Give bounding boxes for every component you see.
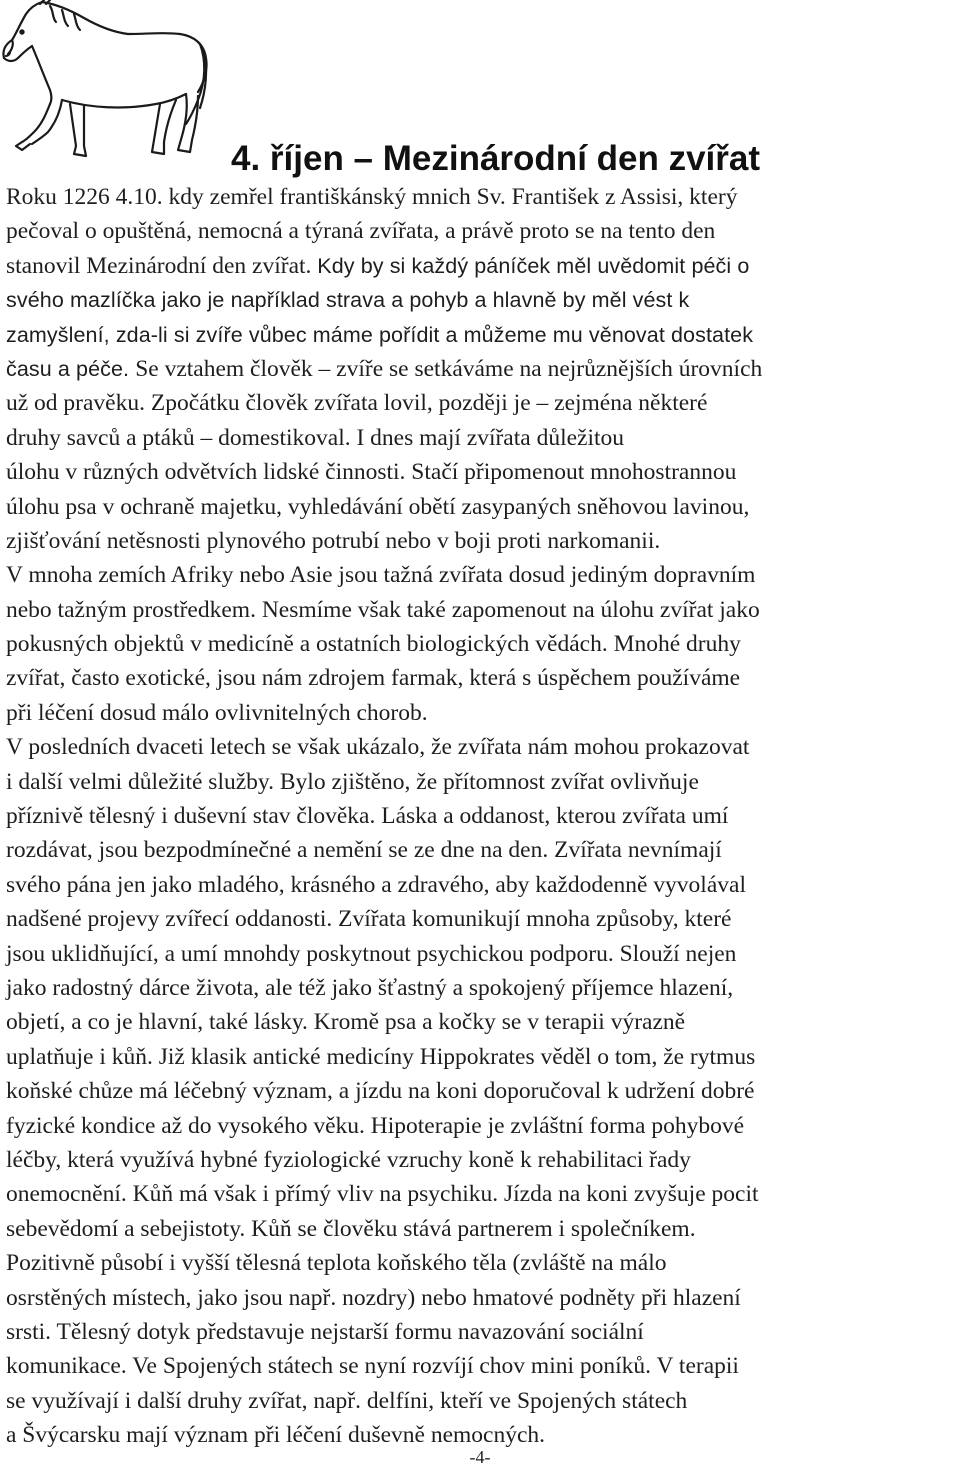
text-run: Se vztahem člověk – zvíře se setkáváme na nejrůznějších úrovních <box>135 355 763 382</box>
text-run: koňské chůze má léčebný význam, a jízdu na koni doporučoval k udržení dobré <box>6 1078 755 1105</box>
text-run: srsti. Tělesný dotyk představuje nejstarší formu navazování sociální <box>6 1318 644 1345</box>
text-run: V mnoha zemích Afriky nebo Asie jsou tažná zvířata dosud jediným dopravním <box>6 562 756 589</box>
text-run: onemocnění. Kůň má však i přímý vliv na psychiku. Jízda na koni zvyšuje pocit <box>6 1181 759 1208</box>
text-line <box>6 661 956 695</box>
text-run: objetí, a co je hlavní, také lásky. Kromě psa a kočky se v terapii výrazně <box>6 1009 686 1036</box>
text-line <box>6 1212 956 1246</box>
page-number: -4- <box>469 1447 491 1467</box>
text-run: Pozitivně působí i vyšší tělesná teplota koňského těla (zvláště na málo <box>6 1250 667 1277</box>
text-line <box>6 1143 956 1177</box>
text-line <box>6 386 956 420</box>
text-run: druhy savců a ptáků – domestikoval. I dnes mají zvířata důležitou <box>6 424 625 451</box>
text-line <box>6 1040 956 1074</box>
text-run: sebevědomí a sebejistoty. Kůň se člověku stává partnerem i společníkem. <box>6 1215 696 1242</box>
horse-icon <box>0 0 210 160</box>
text-line <box>6 730 956 764</box>
text-run: svého mazlíčka jako je například strava a pohyb a hlavně by měl vést k <box>6 288 690 313</box>
text-line <box>6 1281 956 1315</box>
text-line <box>6 902 956 936</box>
text-line <box>6 1349 956 1383</box>
text-line <box>6 1177 956 1211</box>
text-line <box>6 214 956 248</box>
text-run: času a péče. <box>6 356 136 381</box>
text-run: uplatňuje i kůň. Již klasik antické medicíny Hippokrates věděl o tom, že rytmus <box>6 1043 756 1070</box>
text-run: jako radostný dárce života, ale též jako šťastný a spokojený příjemce hlazení, <box>6 974 734 1001</box>
text-line <box>6 1384 956 1418</box>
text-run: nebo tažným prostředkem. Nesmíme však také zapomenout na úlohu zvířat jako <box>6 596 760 623</box>
text-run: a Švýcarsku mají význam při léčení duševně nemocných. <box>6 1422 546 1449</box>
text-line <box>6 1005 956 1039</box>
text-line <box>6 593 956 627</box>
text-run: komunikace. Ve Spojených státech se nyní rozvíjí chov mini poníků. V terapii <box>6 1353 739 1380</box>
text-run: Roku 1226 4.10. kdy zemřel františkánský mnich Sv. František z Assisi, který <box>6 184 738 210</box>
text-line <box>6 1315 956 1349</box>
text-line <box>6 1246 956 1280</box>
article-body <box>6 180 956 1452</box>
text-run: rozdávat, jsou bezpodmínečné a nemění se ze dne na den. Zvířata nevnímají <box>6 837 722 864</box>
text-run: osrstěných místech, jako jsou např. nozdry) nebo hmatové podněty při hlazení <box>6 1284 741 1311</box>
text-line <box>6 1074 956 1108</box>
text-run: fyzické kondice až do vysokého věku. Hipoterapie je zvláštní forma pohybové <box>6 1112 745 1139</box>
text-run: svého pána jen jako mladého, krásného a zdravého, aby každodenně vyvolával <box>6 871 746 898</box>
text-run: zamyšlení, zda-li si zvíře vůbec máme pořídit a můžeme mu věnovat dostatek <box>6 322 754 347</box>
text-line <box>6 524 956 558</box>
text-run: jsou uklidňující, a umí mnohdy poskytnout psychickou podporu. Slouží nejen <box>6 940 737 967</box>
text-line <box>6 455 956 489</box>
text-line <box>6 421 956 455</box>
text-run: pečoval o opuštěná, nemocná a týraná zvířata, a právě proto se na tento den <box>6 218 716 245</box>
text-run: zjišťování netěsnosti plynového potrubí nebo v boji proti narkomanii. <box>6 527 661 554</box>
text-run: už od pravěku. Zpočátku člověk zvířata lovil, později je – zejména některé <box>6 390 708 417</box>
text-run: i další velmi důležité služby. Bylo zjištěno, že přítomnost zvířat ovlivňuje <box>6 768 699 795</box>
text-line <box>6 558 956 592</box>
text-line <box>6 868 956 902</box>
page-title: 4. říjen – Mezinárodní den zvířat <box>231 139 761 178</box>
text-line <box>6 318 956 352</box>
text-run: příznivě tělesný i duševní stav člověka. Láska a oddanost, kterou zvířata umí <box>6 803 729 830</box>
text-run: úlohu psa v ochraně majetku, vyhledávání obětí zasypaných sněhovou lavinou, <box>6 493 750 520</box>
text-run: zvířat, často exotické, jsou nám zdrojem farmak, která s úspěchem používáme <box>6 665 741 692</box>
text-run: stanovil Mezinárodní den zvířat. <box>6 252 318 279</box>
text-run: V posledních dvaceti letech se však ukázalo, že zvířata nám mohou prokazovat <box>6 734 750 761</box>
text-line <box>6 765 956 799</box>
text-line <box>6 490 956 524</box>
text-run: léčby, která využívá hybné fyziologické vzruchy koně k rehabilitaci řady <box>6 1146 691 1173</box>
text-line <box>6 283 956 317</box>
text-line <box>6 352 956 386</box>
text-line <box>6 937 956 971</box>
text-run: úlohu v různých odvětvích lidské činnosti. Stačí připomenout mnohostrannou <box>6 459 737 486</box>
text-run: Kdy by si každý páníček měl uvědomit péči o <box>317 253 750 278</box>
text-line <box>6 180 956 214</box>
text-line <box>6 833 956 867</box>
text-line <box>6 627 956 661</box>
horse-illustration <box>0 0 210 160</box>
text-run: pokusných objektů v medicíně a ostatních biologických vědách. Mnohé druhy <box>6 631 741 658</box>
text-run: nadšené projevy zvířecí oddanosti. Zvířata komunikují mnoha způsoby, které <box>6 906 732 933</box>
text-line <box>6 249 956 283</box>
text-line <box>6 799 956 833</box>
text-line <box>6 971 956 1005</box>
text-line <box>6 696 956 730</box>
text-run: se využívají i další druhy zvířat, např. delfíni, kteří ve Spojených státech <box>6 1387 688 1414</box>
text-run: při léčení dosud málo ovlivnitelných chorob. <box>6 699 428 726</box>
text-line <box>6 1109 956 1143</box>
